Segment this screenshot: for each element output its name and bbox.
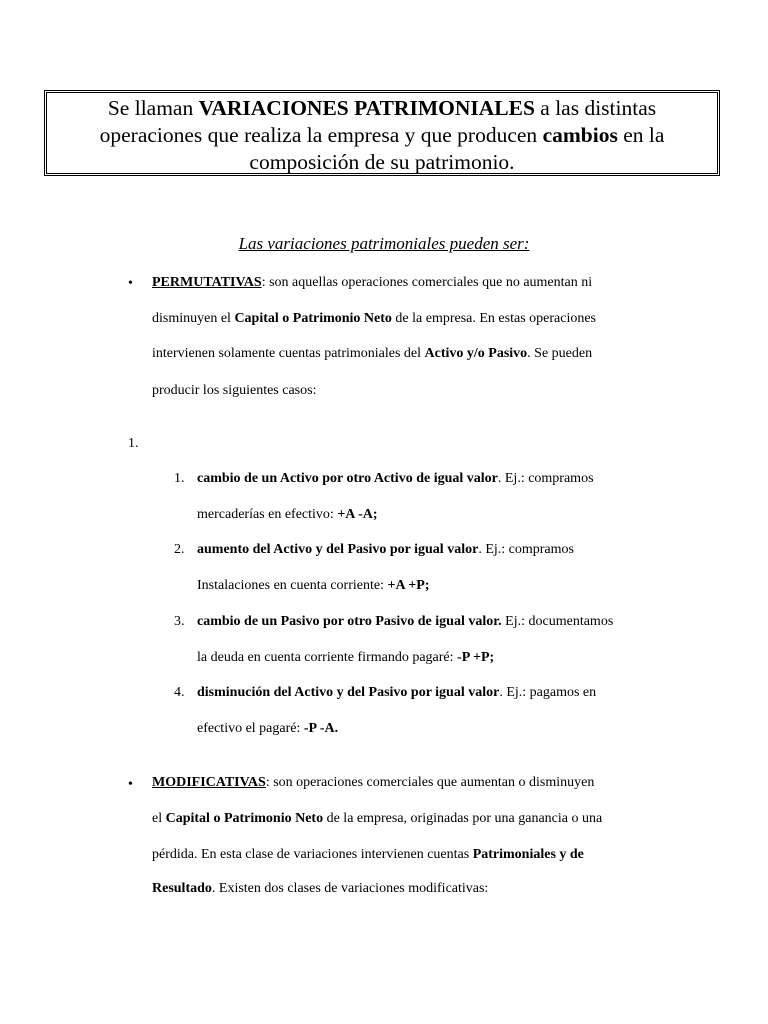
text: de la empresa. En estas operaciones <box>391 311 597 326</box>
text: de la empresa, originadas por una ganancia o una <box>323 811 603 826</box>
text: Instalaciones en cuenta corriente: <box>197 578 388 593</box>
text: intervienen solamente cuentas patrimoniales del <box>152 346 425 361</box>
case-bold: disminución del Activo y del Pasivo por igual valor <box>197 685 500 700</box>
case-4-line-2 <box>197 720 338 738</box>
case-1-line-1 <box>197 470 594 488</box>
case-4-number: 4. <box>174 685 185 700</box>
text: : son aquellas operaciones comerciales que no aumentan ni <box>261 275 593 290</box>
case-3-line-1 <box>197 613 613 631</box>
case-bold: aumento del Activo y del Pasivo por igual valor <box>197 542 479 557</box>
permutativas-term: PERMUTATIVAS <box>152 275 262 290</box>
text: . Se pueden <box>527 346 593 361</box>
title-text: operaciones que realiza la empresa y que producen <box>99 123 543 147</box>
case-4-line-1 <box>197 684 596 702</box>
title-text: Se llaman <box>107 96 199 120</box>
title-text: en la <box>617 123 665 147</box>
text: . Ej.: compramos <box>478 542 574 557</box>
text: pérdida. En esta clase de variaciones intervienen cuentas <box>152 847 473 862</box>
case-bold: cambio de un Activo por otro Activo de igual valor <box>197 471 498 486</box>
text: disminuyen el <box>152 311 235 326</box>
outer-number: 1. <box>128 436 139 451</box>
text: Ej.: documentamos <box>501 614 614 629</box>
text: . Ej.: pagamos en <box>499 685 597 700</box>
bold-term: Capital o Patrimonio Neto <box>234 311 392 326</box>
permutativas-line-3 <box>152 345 592 363</box>
text: mercaderías en efectivo: <box>197 507 338 522</box>
text: : son operaciones comerciales que aumentan o disminuyen <box>265 775 595 790</box>
permutativas-line-1 <box>152 274 592 292</box>
case-2-line-1 <box>197 541 574 559</box>
case-2-line-2 <box>197 577 429 595</box>
permutativas-line-4: producir los siguientes casos: <box>152 383 317 398</box>
text: . Existen dos clases de variaciones modificativas: <box>211 881 489 896</box>
text: la deuda en cuenta corriente firmando pagaré: <box>197 650 458 665</box>
formula: +A -A; <box>337 507 378 522</box>
case-1-line-2 <box>197 506 378 524</box>
modificativas-line-1 <box>152 774 594 792</box>
text: . Ej.: compramos <box>497 471 594 486</box>
bold-term: Resultado <box>152 881 212 896</box>
title-box <box>46 92 718 174</box>
case-3-number: 3. <box>174 614 185 629</box>
text: el <box>152 811 166 826</box>
case-3-line-2 <box>197 649 494 667</box>
bold-term: Activo y/o Pasivo <box>424 346 528 361</box>
bullet-modificativas: • <box>128 777 133 792</box>
bold-term: Patrimoniales y de <box>472 847 584 862</box>
subheading: Las variaciones patrimoniales pueden ser: <box>238 234 530 253</box>
case-2-number: 2. <box>174 542 185 557</box>
case-bold: cambio de un Pasivo por otro Pasivo de igual valor. <box>197 614 502 629</box>
permutativas-line-2 <box>152 310 596 328</box>
text: efectivo el pagaré: <box>197 721 304 736</box>
modificativas-line-4 <box>152 880 488 898</box>
modificativas-term: MODIFICATIVAS <box>152 775 266 790</box>
formula: -P -A. <box>303 721 339 736</box>
title-line-1 <box>47 95 717 122</box>
formula: +A +P; <box>387 578 430 593</box>
bullet-permutativas: • <box>128 276 133 291</box>
title-line-2 <box>47 122 717 149</box>
title-text: a las distintas <box>534 96 657 120</box>
bold-term: Capital o Patrimonio Neto <box>165 811 324 826</box>
case-1-number: 1. <box>174 471 185 486</box>
formula: -P +P; <box>457 650 495 665</box>
title-bold-term: VARIACIONES PATRIMONIALES <box>198 96 535 120</box>
modificativas-line-3 <box>152 846 584 864</box>
title-bold-term: cambios <box>542 123 618 147</box>
modificativas-line-2 <box>152 810 602 828</box>
title-line-3: composición de su patrimonio. <box>249 150 515 174</box>
